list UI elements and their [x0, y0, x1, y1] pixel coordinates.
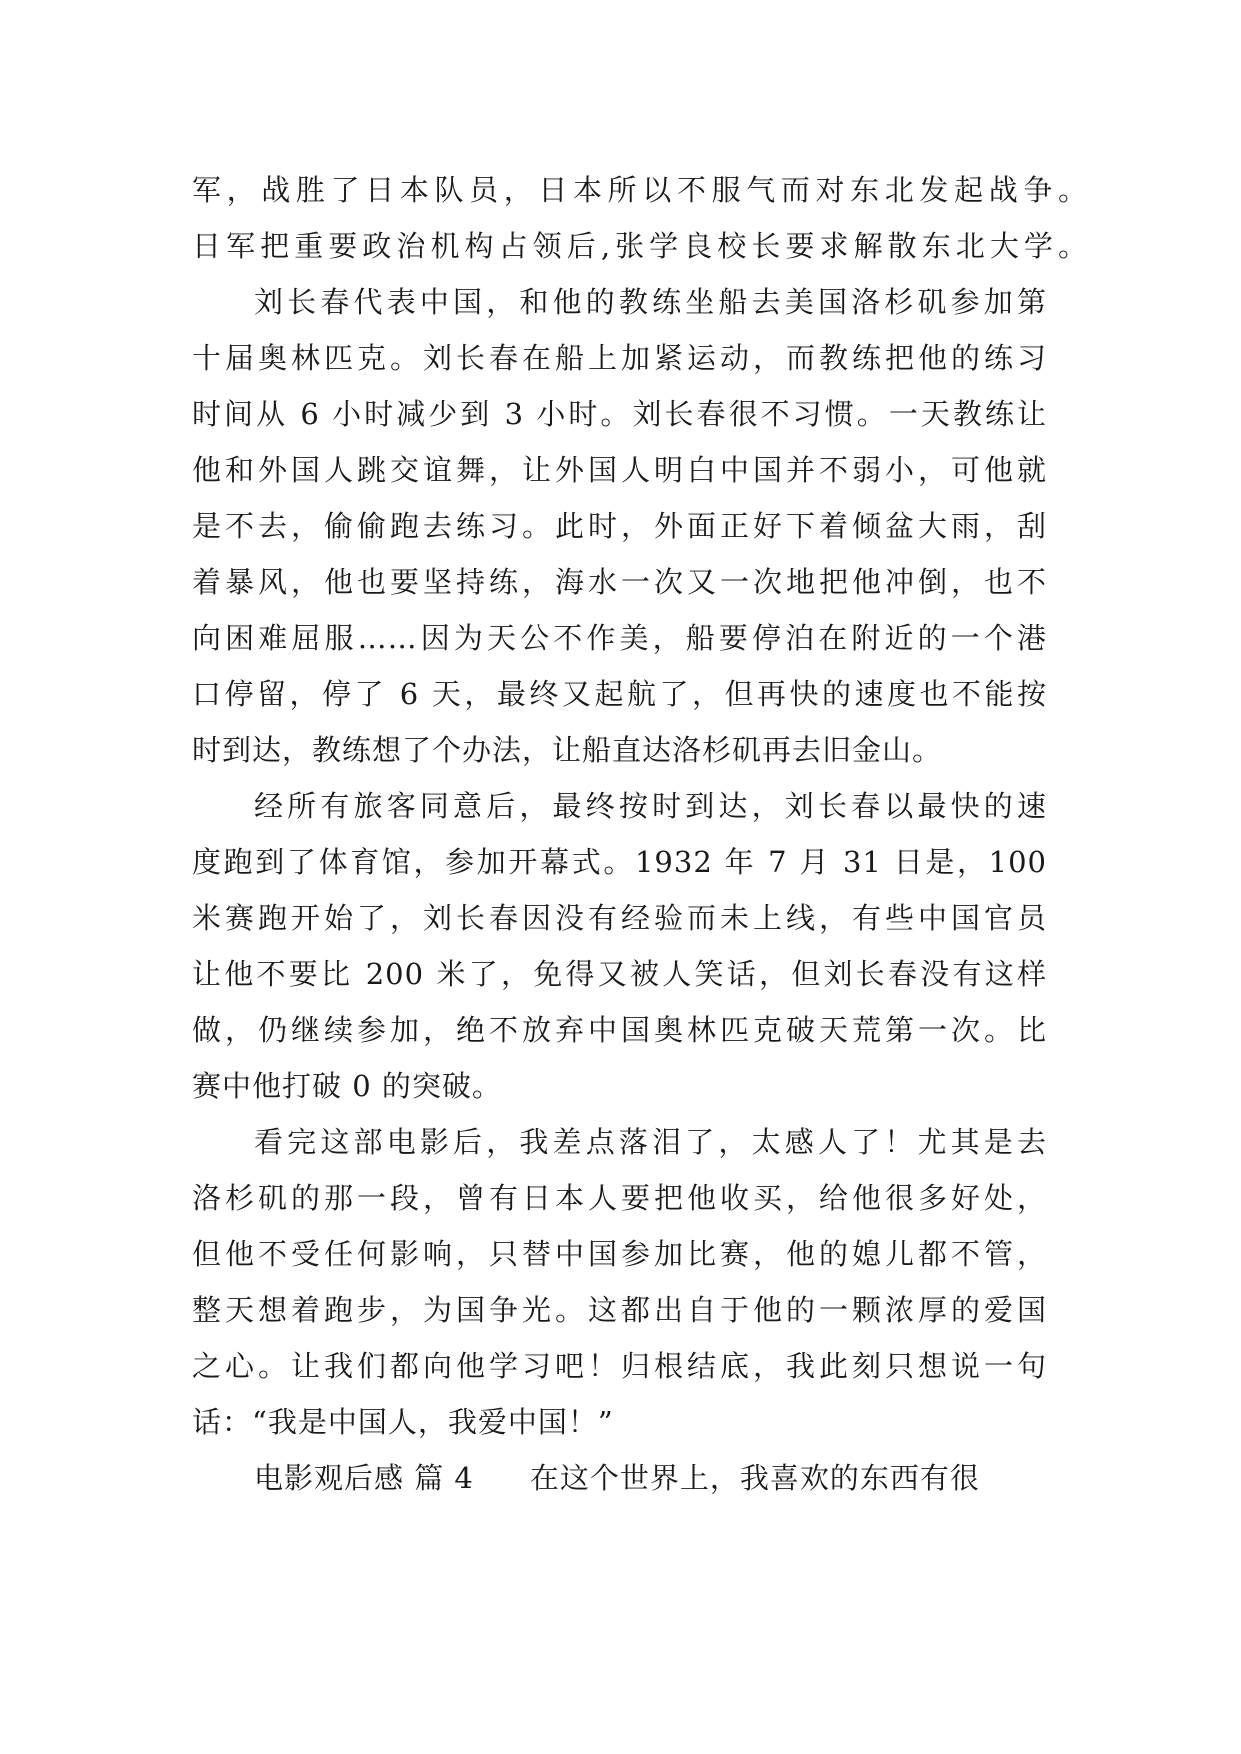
text-line: 他和外国人跳交谊舞，让外国人明白中国并不弱小，可他就: [192, 453, 1047, 487]
document-body: [192, 162, 1092, 1506]
text-line: 向困难屈服……因为天公不作美，船要停泊在附近的一个港: [192, 621, 1047, 655]
section-heading: 电影观后感 篇 4: [254, 1461, 474, 1495]
paragraph-first-line: 经所有旅客同意后，最终按时到达，刘长春以最快的速: [254, 789, 1047, 823]
paragraph-first-line: 看完这部电影后，我差点落泪了，太感人了！尤其是去: [254, 1125, 1047, 1159]
text-line: 日军把重要政治机构占领后,张学良校长要求解散东北大学。: [192, 229, 1088, 263]
paragraph-first-line: 刘长春代表中国，和他的教练坐船去美国洛杉矶参加第: [254, 285, 1047, 319]
text-line: 口停留，停了 6 天，最终又起航了，但再快的速度也不能按: [192, 677, 1047, 711]
paragraph-last-line: 话：“我是中国人，我爱中国！”: [192, 1405, 614, 1439]
section-first-text: 在这个世界上，我喜欢的东西有很: [529, 1461, 980, 1495]
text-line: 之心。让我们都向他学习吧！归根结底，我此刻只想说一句: [192, 1349, 1047, 1383]
text-line: 洛杉矶的那一段，曾有日本人要把他收买，给他很多好处，: [192, 1181, 1047, 1215]
text-line: 军，战胜了日本队员，日本所以不服气而对东北发起战争。: [192, 173, 1088, 207]
text-line: 但他不受任何影响，只替中国参加比赛，他的媳儿都不管，: [192, 1237, 1047, 1271]
text-line: 做，仍继续参加，绝不放弃中国奥林匹克破天荒第一次。比: [192, 1013, 1047, 1047]
text-line: 整天想着跑步，为国争光。这都出自于他的一颗浓厚的爱国: [192, 1293, 1047, 1327]
text-line: 度跑到了体育馆，参加开幕式。1932 年 7 月 31 日是，100: [192, 845, 1047, 879]
text-line: 着暴风，他也要坚持练，海水一次又一次地把他冲倒，也不: [192, 565, 1047, 599]
text-line: 十届奥林匹克。刘长春在船上加紧运动，而教练把他的练习: [192, 341, 1047, 375]
text-line: 是不去，偷偷跑去练习。此时，外面正好下着倾盆大雨，刮: [192, 509, 1047, 543]
text-line: 米赛跑开始了，刘长春因没有经验而未上线，有些中国官员: [192, 901, 1047, 935]
text-line: 让他不要比 200 米了，免得又被人笑话，但刘长春没有这样: [192, 957, 1047, 991]
text-line: 时间从 6 小时减少到 3 小时。刘长春很不习惯。一天教练让: [192, 397, 1047, 431]
section-heading-line: [192, 1450, 1047, 1506]
paragraph-last-line: 时到达，教练想了个办法，让船直达洛杉矶再去旧金山。: [192, 733, 943, 767]
paragraph-last-line: 赛中他打破 0 的突破。: [192, 1069, 502, 1103]
